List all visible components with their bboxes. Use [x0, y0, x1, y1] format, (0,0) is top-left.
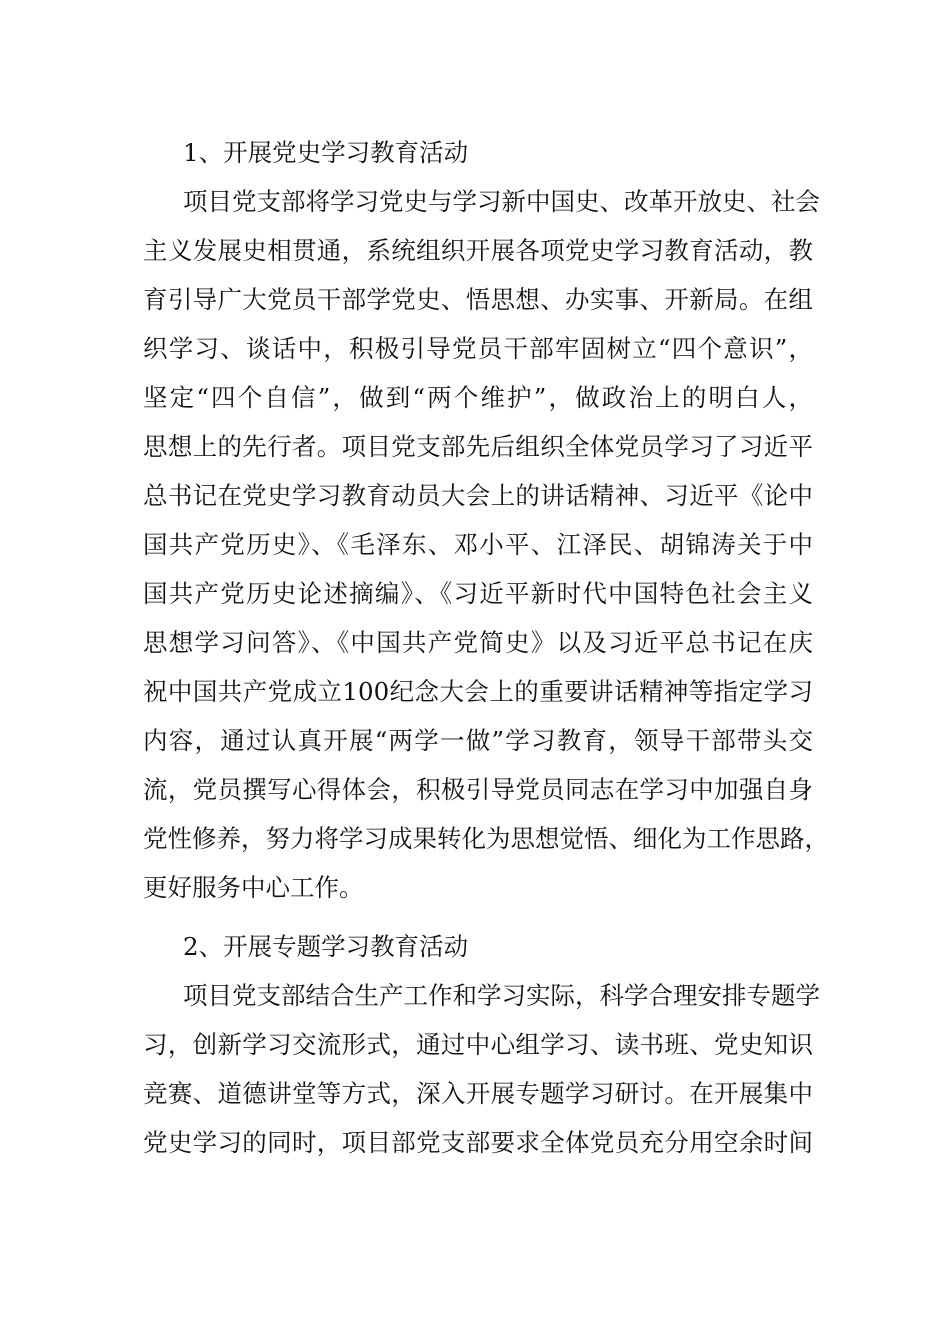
paragraph-line: 更好服务中心工作。: [143, 873, 364, 902]
paragraph-line: 总书记在党史学习教育动员大会上的讲话精神、习近平《论中: [143, 481, 813, 510]
paragraph-line: 党史学习的同时，项目部党支部要求全体党员充分用空余时间: [143, 1128, 813, 1157]
paragraph-line: 主义发展史相贯通，系统组织开展各项党史学习教育活动，教: [143, 236, 813, 265]
section-heading-2: 2、开展专题学习教育活动: [183, 932, 469, 961]
paragraph-line: 国共产党历史》、《毛泽东、邓小平、江泽民、胡锦涛关于中: [143, 530, 813, 559]
paragraph-line: 习，创新学习交流形式，通过中心组学习、读书班、党史知识: [143, 1030, 813, 1059]
paragraph-line: 育引导广大党员干部学党史、悟思想、办实事、开新局。在组: [143, 285, 813, 314]
paragraph-line: 项目党支部将学习党史与学习新中国史、改革开放史、社会: [183, 187, 820, 216]
paragraph-line: 项目党支部结合生产工作和学习实际，科学合理安排专题学: [183, 981, 820, 1010]
paragraph-line: 内容，通过认真开展“两学一做”学习教育，领导干部带头交: [143, 726, 813, 755]
paragraph-line: 祝中国共产党成立100纪念大会上的重要讲话精神等指定学习: [143, 677, 813, 706]
paragraph-line: 思想上的先行者。项目党支部先后组织全体党员学习了习近平: [143, 432, 813, 461]
paragraph-line: 竞赛、道德讲堂等方式，深入开展专题学习研讨。在开展集中: [143, 1079, 813, 1108]
paragraph-line: 坚定“四个自信”，做到“两个维护”，做政治上的明白人，: [143, 383, 813, 412]
paragraph-line: 织学习、谈话中，积极引导党员干部牢固树立“四个意识”，: [143, 334, 813, 363]
paragraph-line: 党性修养，努力将学习成果转化为思想觉悟、细化为工作思路，: [143, 824, 829, 853]
section-heading-1: 1、开展党史学习教育活动: [183, 138, 469, 167]
paragraph-line: 思想学习问答》、《中国共产党简史》以及习近平总书记在庆: [143, 628, 813, 657]
paragraph-line: 国共产党历史论述摘编》、《习近平新时代中国特色社会主义: [143, 579, 813, 608]
paragraph-line: 流，党员撰写心得体会，积极引导党员同志在学习中加强自身: [143, 775, 813, 804]
